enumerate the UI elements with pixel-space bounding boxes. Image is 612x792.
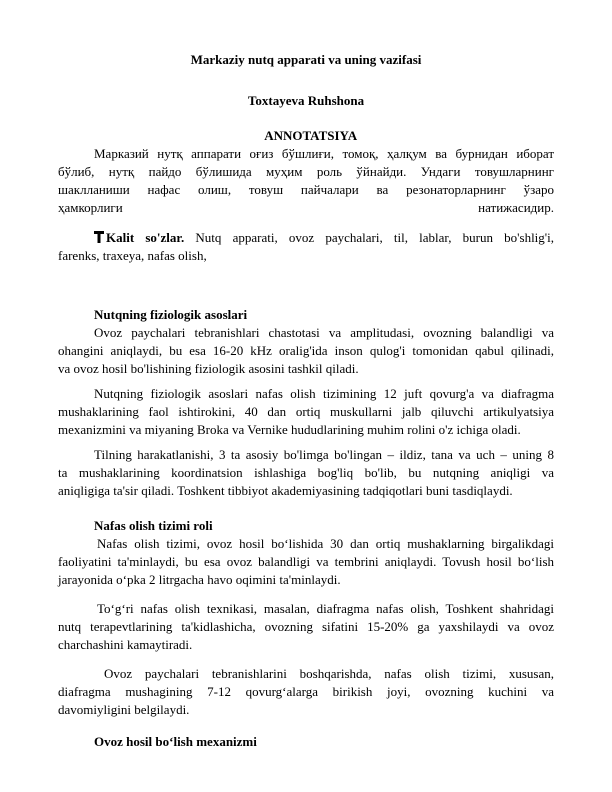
section-heading-fiziologik: Nutqning fiziologik asoslari bbox=[94, 307, 248, 322]
section-heading-ovoz-mexanizmi: Ovoz hosil boʻlish mexanizmi bbox=[94, 734, 257, 749]
section2-p2-line-2: nutq terapevtlarining ta'kidlashicha, ovozning sifatini 15-20% ga yaxshilaydi va ovoz bbox=[58, 619, 554, 634]
section1-p1-line-2: ohangini aniqlaydi, bu esa 16-20 kHz oralig'ida inson qulog'i tomonidan qabul qilinadi, bbox=[58, 343, 554, 358]
keywords-line-1 bbox=[94, 229, 554, 246]
section1-p3-line-2: ta mushaklarining koordinatsion ishlashiga bog'liq bo'lib, bu nutqning aniqligi va bbox=[58, 465, 554, 480]
annotation-line-4-start: ҳамкорлиги bbox=[58, 200, 123, 215]
section1-p2-line-2: mushaklarining faol ishtirokini, 40 dan ortiq muskullarni jalb qiluvchi artikulyatsiya bbox=[58, 404, 554, 419]
keywords-label: Kalit so'zlar. bbox=[106, 230, 185, 245]
section2-p2-line-3: charchashini kamaytiradi. bbox=[58, 637, 193, 652]
section-heading-nafas: Nafas olish tizimi roli bbox=[94, 518, 213, 533]
section1-p2-line-3: mexanizmini va miyaning Broka va Vernike hududlarining muhim rolini o'z ichiga oladi. bbox=[58, 422, 521, 437]
section1-p1-line-1: Ovoz paychalari tebranishlari chastotasi va amplitudasi, ovozning balandligi va bbox=[94, 325, 554, 340]
annotation-line-3: шаклланиши нафас олиш, товуш пайчалари ва резонаторларнинг ўзаро bbox=[58, 182, 554, 197]
annotation-line-4-end: натижасидир. bbox=[478, 200, 554, 215]
keywords-line-2: farenks, traxeya, nafas olish, bbox=[58, 248, 207, 263]
section2-p3-line-1: Ovoz paychalari tebranishlarini boshqarishda, nafas olish tizimi, xususan, bbox=[104, 666, 554, 681]
annotation-title-text: ANNOTATSIYA bbox=[259, 128, 353, 143]
annotation-title bbox=[0, 128, 612, 144]
annotation-line-4 bbox=[58, 199, 554, 216]
section1-p3-line-3: aniqligiga ta'sir qiladi. Toshkent tibbiyot akademiyasining tadqiqotlari buni tasdiqlaydi. bbox=[58, 483, 513, 498]
section2-p1-line-2: faoliyatini ta'minlaydi, bu esa ovoz balandligi va tembrini aniqlaydi. Tovush hosil boʻlish bbox=[58, 554, 554, 569]
section1-p3-line-1: Tilning harakatlanishi, 3 ta asosiy bo'limga bo'lingan – ildiz, tana va uch – uning 8 bbox=[94, 447, 554, 462]
section2-p3-line-2: diafragma mushagining 7-12 qovurgʻalarga birikish joyi, ovozning kuchini va bbox=[58, 684, 554, 699]
key-icon bbox=[94, 230, 104, 242]
section1-p1-line-3: va ovoz hosil bo'lishining fiziologik asosini tashkil qiladi. bbox=[58, 361, 359, 376]
section2-p2-line-1: Toʻgʻri nafas olish texnikasi, masalan, diafragma nafas olish, Toshkent shahridagi bbox=[97, 601, 554, 616]
section2-p1-line-3: jarayonida oʻpka 2 litrgacha havo oqimini ta'minlaydi. bbox=[58, 572, 341, 587]
author-name: Toxtayeva Ruhshona bbox=[247, 93, 365, 108]
section2-p3-line-3: davomiyligini belgilaydi. bbox=[58, 702, 190, 717]
document-title: Markaziy nutq apparati va uning vazifasi bbox=[190, 52, 422, 67]
annotation-line-2: бўлиб, нутқ пайдо бўлишида муҳим роль ўйнайди. Ундаги товушларнинг bbox=[58, 164, 554, 179]
annotation-line-1: Марказий нутқ аппарати оғиз бўшлиғи, томоқ, ҳалқум ва бурнидан иборат bbox=[94, 146, 554, 161]
section2-p1-line-1: Nafas olish tizimi, ovoz hosil boʻlishida 30 dan ortiq mushaklarning birgalikdagi bbox=[97, 536, 554, 551]
annotation-symbol bbox=[255, 129, 264, 143]
section1-p2-line-1: Nutqning fiziologik asoslari nafas olish tizimining 12 juft qovurg'a va diafragma bbox=[94, 386, 554, 401]
keywords-list: Nutq apparati, ovoz paychalari, til, lablar, burun bo'shlig'i, bbox=[184, 230, 554, 245]
